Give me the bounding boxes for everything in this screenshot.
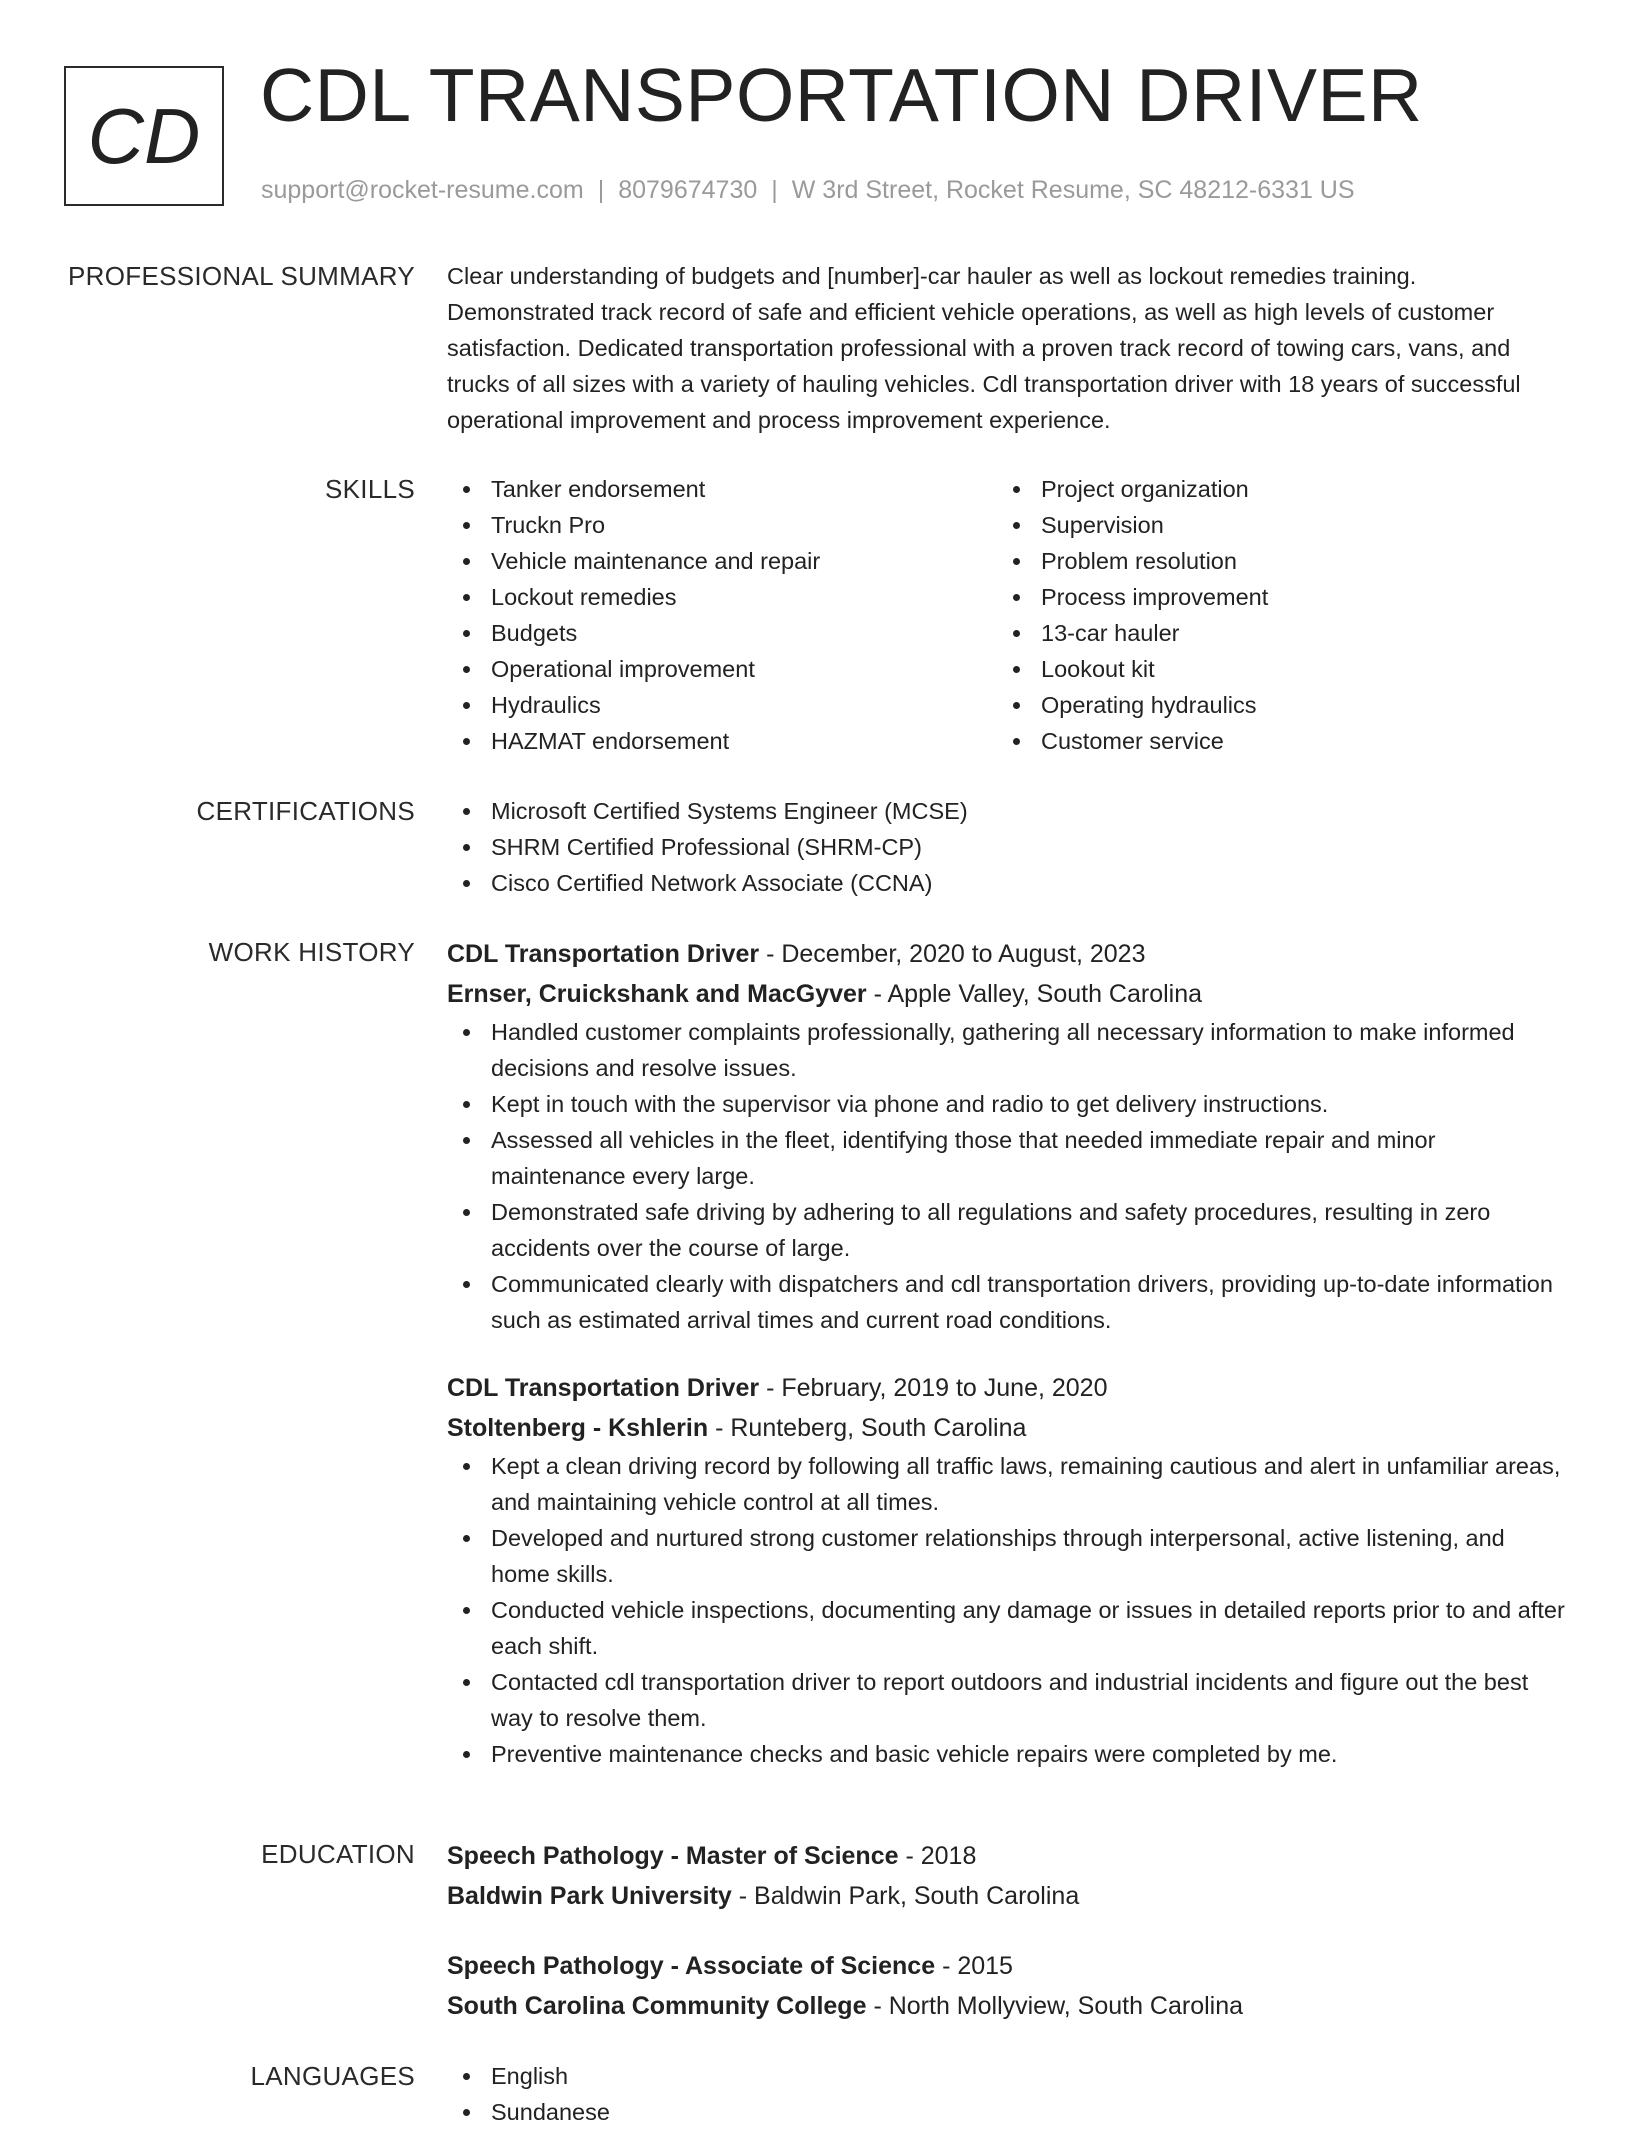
job-entry: [447, 1368, 1567, 1772]
list-item: Process improvement: [997, 579, 1547, 615]
list-item: Lookout kit: [997, 651, 1547, 687]
school: Baldwin Park University: [447, 1882, 732, 1910]
job-bullets: [447, 1014, 1567, 1338]
list-item: Customer service: [997, 723, 1547, 759]
list-item: Hydraulics: [447, 687, 997, 723]
list-item: Kept in touch with the supervisor via phone and radio to get delivery instructions.: [447, 1086, 1567, 1122]
list-item: Cisco Certified Network Associate (CCNA): [447, 865, 1567, 901]
list-item: Problem resolution: [997, 543, 1547, 579]
job-title: CDL Transportation Driver: [447, 940, 760, 968]
education-entry: [447, 1836, 1567, 1916]
job-company-line: [447, 974, 1567, 1014]
degree-year: - 2018: [905, 1842, 977, 1870]
education-entry: [447, 1946, 1567, 2026]
skills-column-left: [447, 471, 997, 759]
contact-phone[interactable]: 8079674730: [618, 176, 758, 204]
list-item: Budgets: [447, 615, 997, 651]
list-item: Tanker endorsement: [447, 471, 997, 507]
job-company: Stoltenberg - Kshlerin: [447, 1414, 709, 1442]
work-history-body: [447, 934, 1567, 1772]
section-heading: WORK HISTORY: [208, 937, 415, 967]
list-item: Lockout remedies: [447, 579, 997, 615]
list-item: English: [447, 2058, 1567, 2094]
section-heading: SKILLS: [325, 474, 415, 504]
monogram-logo: CD: [64, 66, 224, 206]
job-entry: [447, 934, 1567, 1338]
list-item: 13-car hauler: [997, 615, 1547, 651]
list-item: Handled customer complaints professionally, gathering all necessary information to make informed decisions and resolve issues.: [447, 1014, 1567, 1086]
list-item: Microsoft Certified Systems Engineer (MCSE): [447, 793, 1567, 829]
job-location: - Apple Valley, South Carolina: [873, 980, 1203, 1008]
education-body: [447, 1836, 1567, 2026]
job-title-line: [447, 934, 1567, 974]
degree-line: [447, 1836, 1567, 1876]
list-item: Demonstrated safe driving by adhering to all regulations and safety procedures, resulting in zero accidents over the course of large.: [447, 1194, 1567, 1266]
list-item: Developed and nurtured strong customer relationships through interpersonal, active listening, and home skills.: [447, 1520, 1567, 1592]
degree: Speech Pathology - Master of Science: [447, 1842, 899, 1870]
job-title: CDL Transportation Driver: [447, 1374, 760, 1402]
skills-list: [447, 471, 1567, 759]
list-item: Project organization: [997, 471, 1547, 507]
languages-list: [447, 2058, 1567, 2130]
summary-body: [447, 258, 1567, 438]
contact-separator: |: [597, 176, 605, 204]
list-item: Vehicle maintenance and repair: [447, 543, 997, 579]
school-line: [447, 1876, 1567, 1916]
job-title-line: [447, 1368, 1567, 1408]
job-company: Ernser, Cruickshank and MacGyver: [447, 980, 867, 1008]
school-location: - Baldwin Park, South Carolina: [738, 1882, 1080, 1910]
certifications-list: [447, 793, 1567, 901]
school: South Carolina Community College: [447, 1992, 867, 2020]
job-dates: - December, 2020 to August, 2023: [766, 940, 1146, 968]
school-location: - North Mollyview, South Carolina: [873, 1992, 1244, 2020]
list-item: Operating hydraulics: [997, 687, 1547, 723]
job-dates: - February, 2019 to June, 2020: [766, 1374, 1108, 1402]
list-item: Sundanese: [447, 2094, 1567, 2130]
list-item: SHRM Certified Professional (SHRM-CP): [447, 829, 1567, 865]
resume-title: CDL TRANSPORTATION DRIVER: [260, 53, 1423, 137]
list-item: Assessed all vehicles in the fleet, identifying those that needed immediate repair and minor maintenance every large.: [447, 1122, 1567, 1194]
skills-column-right: [997, 471, 1547, 759]
list-item: Supervision: [997, 507, 1547, 543]
list-item: Communicated clearly with dispatchers and cdl transportation drivers, providing up-to-date information such as estimated arrival times and current road conditions.: [447, 1266, 1567, 1338]
degree-year: - 2015: [942, 1952, 1013, 1980]
job-bullets: [447, 1448, 1567, 1772]
section-heading: PROFESSIONAL SUMMARY: [68, 261, 415, 291]
list-item: Contacted cdl transportation driver to report outdoors and industrial incidents and figure out the best way to resolve them.: [447, 1664, 1567, 1736]
job-company-line: [447, 1408, 1567, 1448]
school-line: [447, 1986, 1567, 2026]
contact-email[interactable]: support@rocket-resume.com: [261, 176, 584, 204]
contact-address: W 3rd Street, Rocket Resume, SC 48212-6331 US: [791, 176, 1355, 204]
section-heading: LANGUAGES: [250, 2061, 415, 2091]
contact-separator: |: [771, 176, 778, 204]
summary-text: Clear understanding of budgets and [number]-car hauler as well as lockout remedies training. Demonstrated track record of safe and efficient vehicle operations, as well as high levels of customer satisfaction. Dedicated transportation professional with a proven track record of towing cars, vans, and trucks of all sizes with a variety of hauling vehicles. Cdl transportation driver with 18 years of successful operational improvement and process improvement experience.: [447, 263, 1521, 433]
list-item: Truckn Pro: [447, 507, 997, 543]
list-item: Preventive maintenance checks and basic vehicle repairs were completed by me.: [447, 1736, 1567, 1772]
job-location: - Runteberg, South Carolina: [715, 1414, 1027, 1442]
degree-line: [447, 1946, 1567, 1986]
section-heading: EDUCATION: [261, 1839, 415, 1869]
contact-line: [261, 176, 1355, 205]
section-heading: CERTIFICATIONS: [196, 796, 415, 826]
list-item: Kept a clean driving record by following all traffic laws, remaining cautious and alert in unfamiliar areas, and maintaining vehicle control at all times.: [447, 1448, 1567, 1520]
list-item: Conducted vehicle inspections, documenting any damage or issues in detailed reports prior to and after each shift.: [447, 1592, 1567, 1664]
degree: Speech Pathology - Associate of Science: [447, 1952, 936, 1980]
list-item: Operational improvement: [447, 651, 997, 687]
list-item: HAZMAT endorsement: [447, 723, 997, 759]
